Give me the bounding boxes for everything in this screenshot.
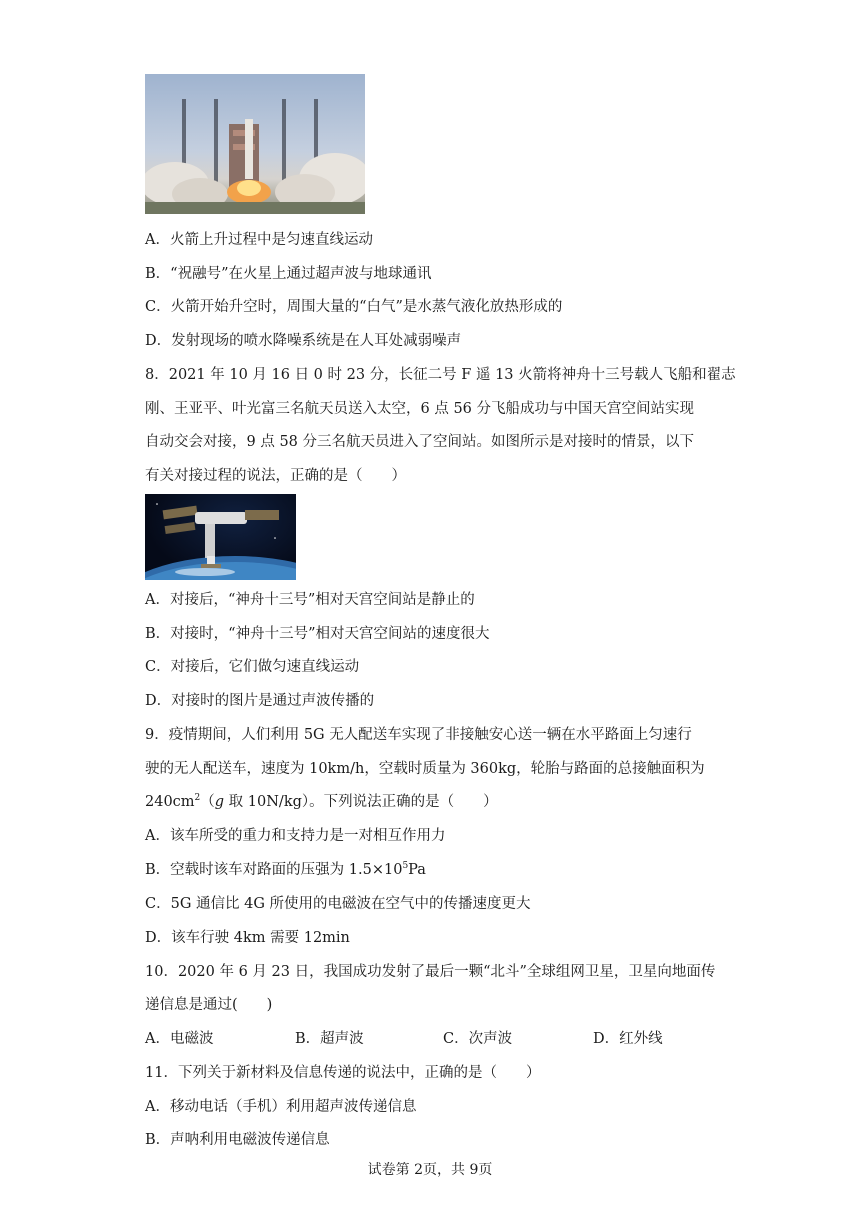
q8-stem-line-1: 8．2021 年 10 月 16 日 0 时 23 分，长征二号 F 遥 13 火箭将神舟十三号载人飞船和翟志 xyxy=(145,367,736,383)
rocket-launch-image xyxy=(145,74,365,214)
q9-option-c: C．5G 通信比 4G 所使用的电磁波在空气中的传播速度更大 xyxy=(145,896,531,912)
q8-option-a: A．对接后，“神舟十三号”相对天宫空间站是静止的 xyxy=(145,592,475,608)
q8-stem-line-4: 有关对接过程的说法，正确的是（ ） xyxy=(145,468,406,484)
q9-area-value: 240cm xyxy=(145,794,195,810)
q9-area-exponent: 2 xyxy=(194,793,201,803)
q10-option-b: B．超声波 xyxy=(295,1031,364,1047)
q10-option-a: A．电磁波 xyxy=(145,1031,214,1047)
q8-stem-line-2: 刚、王亚平、叶光富三名航天员送入太空，6 点 56 分飞船成功与中国天宫空间站实现 xyxy=(145,401,695,417)
q9-stem-line-1: 9．疫情期间，人们利用 5G 无人配送车实现了非接触安心送一辆在水平路面上匀速行 xyxy=(145,727,692,743)
q9-option-b xyxy=(145,860,426,880)
q9-g-symbol: g xyxy=(214,794,225,810)
q7-option-a: A．火箭上升过程中是匀速直线运动 xyxy=(145,232,373,248)
q9-stem-line-3 xyxy=(145,792,498,812)
q8-stem-line-3: 自动交会对接，9 点 58 分三名航天员进入了空间站。如图所示是对接时的情景，以下 xyxy=(145,434,695,450)
q9-paren-open: （ xyxy=(200,794,215,810)
q10-option-c: C．次声波 xyxy=(443,1031,513,1047)
q9-stem-line-2: 驶的无人配送车，速度为 10km/h，空载时质量为 360kg，轮胎与路面的总接触面积为 xyxy=(145,761,705,777)
q9-option-b-unit: Pa xyxy=(408,862,426,878)
q9-option-d: D．该车行驶 4km 需要 12min xyxy=(145,930,350,946)
q9-option-b-exponent: 5 xyxy=(402,861,409,871)
q9-option-b-text: B．空载时该车对路面的压强为 1.5×10 xyxy=(145,862,403,878)
q8-option-d: D．对接时的图片是通过声波传播的 xyxy=(145,693,375,709)
q9-option-a: A．该车所受的重力和支持力是一对相互作用力 xyxy=(145,828,446,844)
q10-stem-line-2: 递信息是通过( ) xyxy=(145,997,273,1013)
q10-option-d: D．红外线 xyxy=(593,1031,663,1047)
q11-option-a: A．移动电话（手机）利用超声波传递信息 xyxy=(145,1099,417,1115)
q9-stem-tail: 取 10N/kg）。下列说法正确的是（ ） xyxy=(224,794,498,810)
page-footer: 试卷第 2页，共 9页 xyxy=(367,1162,493,1178)
q8-option-b: B．对接时，“神舟十三号”相对天宫空间站的速度很大 xyxy=(145,626,490,642)
q7-option-c: C．火箭开始升空时，周围大量的“白气”是水蒸气液化放热形成的 xyxy=(145,299,563,315)
q7-option-d: D．发射现场的喷水降噪系统是在人耳处减弱噪声 xyxy=(145,333,462,349)
q11-stem: 11．下列关于新材料及信息传递的说法中，正确的是（ ） xyxy=(145,1065,541,1081)
space-station-docking-image xyxy=(145,494,296,580)
q11-option-b: B．声呐利用电磁波传递信息 xyxy=(145,1132,330,1148)
q10-stem-line-1: 10．2020 年 6 月 23 日，我国成功发射了最后一颗“北斗”全球组网卫星，卫星向地面传 xyxy=(145,964,716,980)
q8-option-c: C．对接后，它们做匀速直线运动 xyxy=(145,659,360,675)
q7-option-b: B．“祝融号”在火星上通过超声波与地球通讯 xyxy=(145,266,432,282)
q10-options-row xyxy=(145,1029,705,1049)
